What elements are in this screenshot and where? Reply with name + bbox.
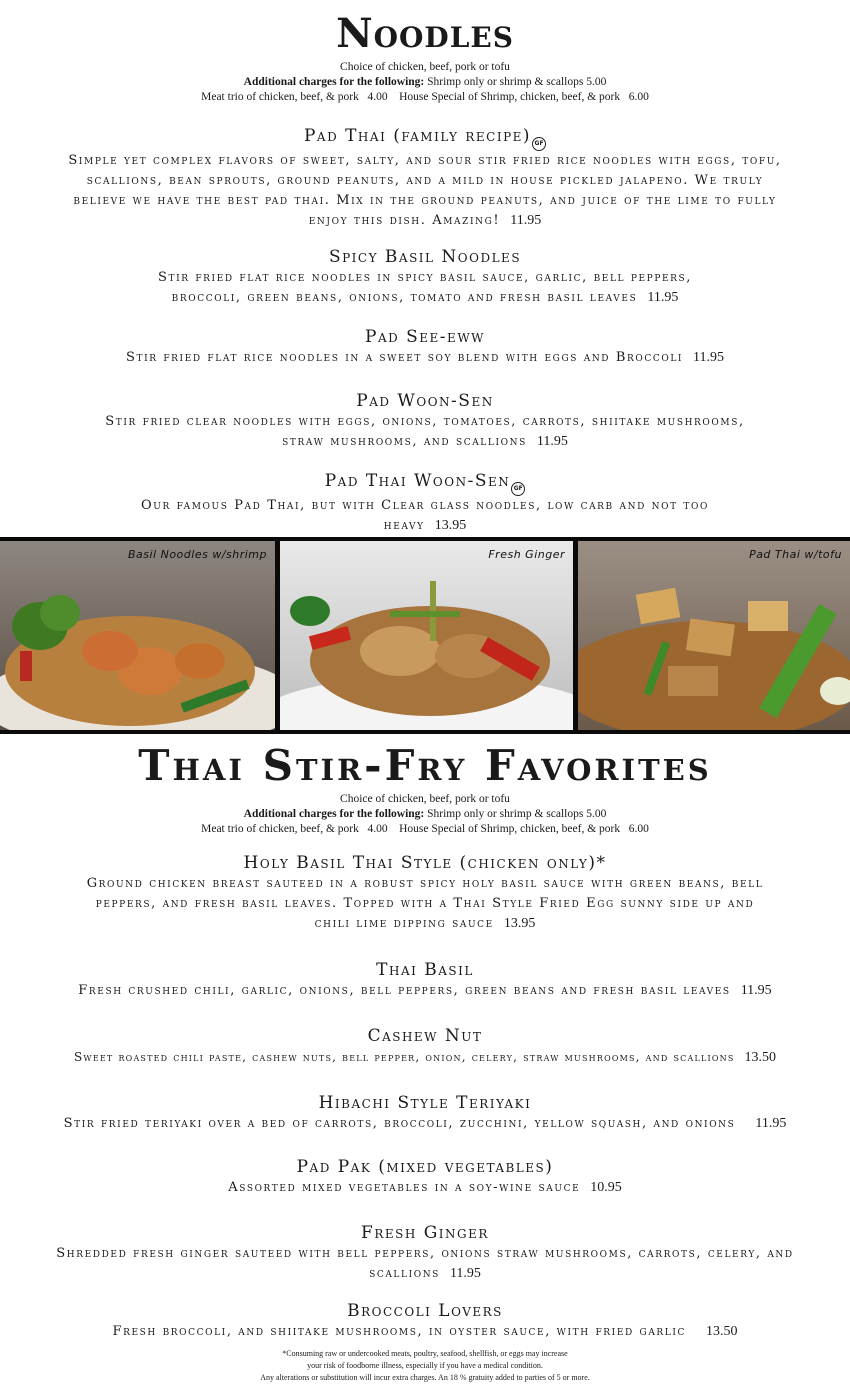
item-name: Pad Pak (mixed vegetables) [296,1157,554,1177]
item-name-text: Pad Thai Woon-Sen [324,471,511,491]
item-name [0,125,850,151]
item-price: 11.95 [449,1266,481,1281]
item-name: Broccoli Lovers [347,1301,503,1321]
item-description [45,348,805,368]
item-description [75,1178,775,1198]
menu-item [0,470,850,536]
item-price: 13.95 [503,916,536,931]
item-desc-text: Stir fried teriyaki over a bed of carrots, broccoli, zucchini, yellow squash, and onions [63,1116,736,1131]
photo-pad-thai [578,541,850,730]
item-desc-text: Ground chicken breast sauteed in a robust spicy holy basil sauce with green beans, bell peppers, and fresh basil leaves. Topped with a Thai Style Fried Egg sunny side up and chili lime dipping sauce [86,876,764,931]
item-price: 10.95 [590,1180,622,1195]
noodles-choice: Choice of chicken, beef, pork or tofu [340,61,510,73]
item-description [5,1322,845,1342]
noodles-charges [0,75,850,90]
item-description [45,1244,805,1284]
menu-item [0,125,850,231]
item-desc-text: Sweet roasted chili paste, cashew nuts, bell pepper, onion, celery, straw mushrooms, and scallions [73,1050,735,1064]
item-desc-text: Stir fried flat rice noodles in spicy basil sauce, garlic, bell peppers, broccoli, green beans, onions, tomato and fresh basil leaves [157,270,693,305]
menu-item [0,959,850,1001]
menu-item [0,1222,850,1284]
footnote-line: your risk of foodborne illness, especially if you have a medical condition. [307,1361,543,1370]
footnote-line: *Consuming raw or undercooked meats, poultry, seafood, shellfish, or eggs may increase [282,1349,568,1358]
item-name-text: Pad Thai (family recipe) [303,126,532,146]
basil-noodles-image [0,541,275,730]
item-name: Pad See-eww [365,327,485,347]
footnotes [0,1348,850,1384]
noodles-meat-trio: Meat trio of chicken, beef, & pork 4.00 House Special of Shrimp, chicken, beef, & pork 6.00 [201,91,649,103]
item-description [5,1114,845,1134]
item-desc-text: Fresh crushed chili, garlic, onions, bell peppers, green beans and fresh basil leaves [78,983,731,998]
footnote-line: Any alterations or substitution will incur extra charges. An 18 % gratuity added to parties of 5 or more. [260,1373,590,1382]
noodles-section [0,10,850,105]
item-desc-text: Stir fried clear noodles with eggs, onions, tomatoes, carrots, shiitake mushrooms, straw mushrooms, and scallions [105,414,745,449]
item-desc-text: Our famous Pad Thai, but with Clear glass noodles, low carb and not too heavy [141,498,709,533]
item-name: Hibachi Style Teriyaki [318,1093,532,1113]
item-price: 11.95 [740,983,772,998]
item-name: Thai Basil [376,960,474,980]
item-price: 11.95 [647,290,679,305]
item-description [5,981,845,1001]
item-description [125,496,725,536]
stirfry-section [0,741,850,837]
stirfry-charges-text: Shrimp only or shrimp & scallops 5.00 [424,808,607,820]
photo-strip [0,537,850,734]
item-price: 13.50 [744,1050,776,1065]
stirfry-charges [0,807,850,822]
menu-item [0,1156,850,1198]
pad-thai-image [578,541,850,730]
stirfry-meat-trio: Meat trio of chicken, beef, & pork 4.00 House Special of Shrimp, chicken, beef, & pork 6.00 [201,823,649,835]
item-name: Pad Woon-Sen [356,391,494,411]
item-price: 11.95 [536,434,568,449]
item-name: Holy Basil Thai Style (chicken only)* [243,853,607,873]
photo-caption: Fresh Ginger [488,548,565,561]
noodles-charges-label: Additional charges for the following: [243,76,425,88]
menu-item [0,1092,850,1134]
gluten-free-icon: GF [532,137,546,151]
item-desc-text: Stir fried flat rice noodles in a sweet soy blend with eggs and Broccoli [125,350,684,365]
item-price: 11.95 [693,350,725,365]
item-price: 11.95 [510,213,542,228]
menu-item [0,246,850,308]
item-name: Spicy Basil Noodles [328,247,522,267]
menu-item [0,390,850,452]
item-description [85,412,765,452]
item-description [85,874,765,934]
item-price: 13.95 [434,518,467,533]
stirfry-title: Thai Stir-Fry Favorites [138,741,712,790]
stirfry-charges-label: Additional charges for the following: [243,808,425,820]
photo-basil-noodles [0,541,275,730]
item-price: 13.50 [706,1324,738,1339]
item-price: 11.95 [755,1116,787,1131]
item-description [145,268,705,308]
menu-item [0,1025,850,1068]
menu-item [0,1300,850,1342]
item-desc-text: Assorted mixed vegetables in a soy-wine sauce [228,1180,581,1195]
noodles-title: Noodles [336,10,514,57]
menu-item [0,852,850,934]
item-name [0,470,850,496]
fresh-ginger-image [280,541,573,730]
item-desc-text: Fresh broccoli, and shiitake mushrooms, in oyster sauce, with fried garlic [112,1324,687,1339]
photo-caption: Basil Noodles w/shrimp [127,548,267,561]
item-desc-text: Simple yet complex flavors of sweet, salty, and sour stir fried rice noodles with eggs, tofu, scallions, bean sprouts, ground peanuts, and a mild in house pickled jalapeno. We truly believe we have the best pad thai. Mix in the ground peanuts, and juice of the lime to fully enjoy this dish. Amazing! [68,153,782,228]
menu-item [0,326,850,368]
noodles-charges-text: Shrimp only or shrimp & scallops 5.00 [424,76,607,88]
photo-fresh-ginger [280,541,573,730]
item-name: Cashew Nut [367,1026,483,1046]
item-desc-text: Shredded fresh ginger sauteed with bell peppers, onions straw mushrooms, carrots, celery, and scallions [56,1246,794,1281]
item-name: Fresh Ginger [361,1223,489,1243]
stirfry-choice: Choice of chicken, beef, pork or tofu [340,793,510,805]
gluten-free-icon: GF [511,482,525,496]
photo-caption: Pad Thai w/tofu [749,548,842,561]
item-description [60,151,790,231]
item-description [0,1047,850,1068]
